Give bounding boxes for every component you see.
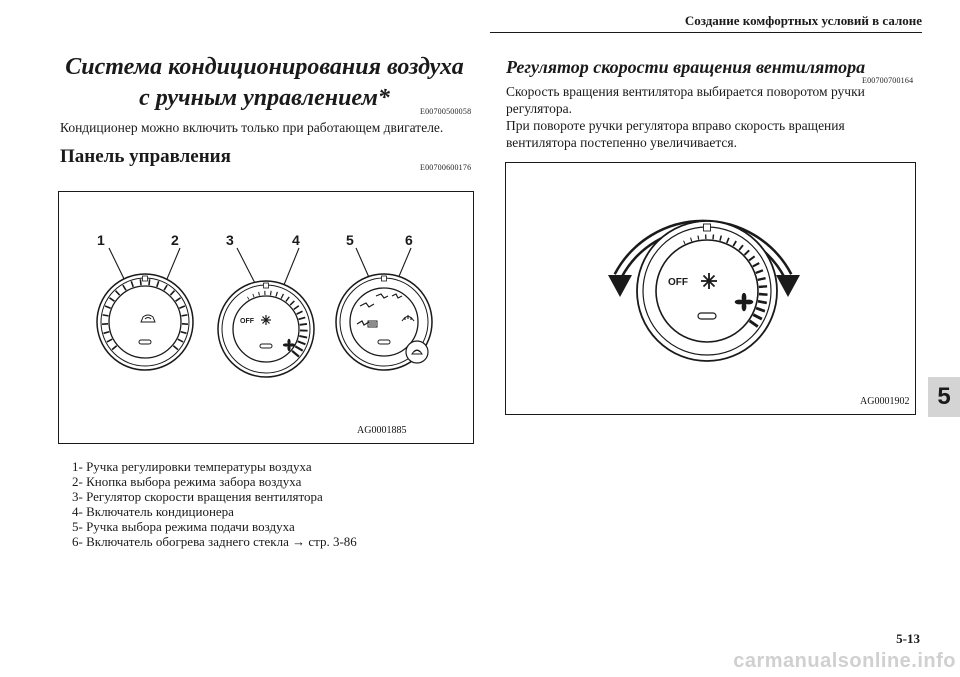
callout-1: 1 — [97, 232, 105, 248]
rear-window-defogger-button — [406, 341, 428, 363]
scale-tick — [759, 294, 768, 295]
page-number: 5-13 — [896, 631, 920, 646]
scale-tick — [271, 291, 272, 295]
off-label-large: OFF — [668, 277, 688, 288]
callout-2: 2 — [171, 232, 179, 248]
panel-heading: Панель управления — [60, 146, 231, 167]
callout-4: 4 — [292, 232, 300, 248]
intro-paragraph: Кондиционер можно включить только при работающем двигателе. — [60, 120, 444, 135]
running-header: Создание комфортных условий в салоне — [684, 13, 922, 28]
fan-speed-knob-large — [637, 221, 777, 361]
header-rule — [490, 32, 922, 33]
scale-tick — [140, 279, 141, 285]
scale-tick — [713, 235, 714, 240]
fan-description — [506, 83, 916, 151]
fan-section-title: Регулятор скорости вращения вентилятора — [506, 57, 866, 77]
control-panel-figure — [58, 191, 474, 444]
section-title-line-2: с ручным управлением* — [139, 85, 390, 111]
scale-tick — [758, 278, 766, 280]
control-panel-drawing — [59, 192, 473, 443]
fan-paragraph-2: При повороте ручки регулятора вправо скорость вращения вентилятора постепенно увеличивается. — [506, 118, 845, 150]
callout-6: 6 — [405, 232, 413, 248]
scale-tick — [758, 301, 767, 303]
temperature-knob — [97, 274, 193, 370]
legend-item-2: 2- Кнопка выбора режима забора воздуха — [72, 474, 302, 489]
figure-2-code: AG0001902 — [860, 396, 910, 407]
section-title — [52, 52, 477, 114]
panel-code: E00700600176 — [420, 163, 472, 172]
watermark: carmanualsonline.info — [733, 650, 956, 672]
legend-item-3: 3- Регулятор скорости вращения вентилятора — [72, 489, 323, 504]
legend-item-4: 4- Включатель кондиционера — [72, 504, 234, 519]
fan-speed-knob — [218, 281, 314, 377]
scale-tick — [149, 279, 150, 285]
fan-knob-figure — [505, 162, 916, 415]
air-mode-knob — [336, 274, 432, 370]
off-label: OFF — [240, 318, 254, 325]
fan-knob-drawing — [506, 163, 915, 414]
section-code: E00700500058 — [420, 107, 472, 116]
callout-3: 3 — [226, 232, 234, 248]
legend-item-5: 5- Ручка выбора режима подачи воздуха — [72, 519, 295, 534]
fan-paragraph-1: Скорость вращения вентилятора выбирается поворотом ручки регулятора. — [506, 84, 865, 116]
legend-item-1: 1- Ручка регулировки температуры воздуха — [72, 459, 312, 474]
legend-item-6: 6- Включатель обогрева заднего стекла → стр. 3-86 — [72, 534, 357, 549]
figure-1-code: AG0001885 — [357, 425, 407, 436]
chapter-tab: 5 — [928, 377, 960, 417]
scale-tick — [300, 324, 307, 325]
scale-tick — [181, 315, 187, 316]
callout-5: 5 — [346, 232, 354, 248]
scale-tick — [698, 236, 699, 240]
scale-tick — [103, 315, 109, 316]
fan-section-code: E00700700164 — [862, 76, 914, 85]
ac-snowflake-icon — [261, 315, 271, 325]
section-title-line-1: Система кондиционирования воздуха — [65, 54, 464, 80]
scale-tick — [759, 286, 767, 287]
legend-list — [72, 459, 357, 549]
